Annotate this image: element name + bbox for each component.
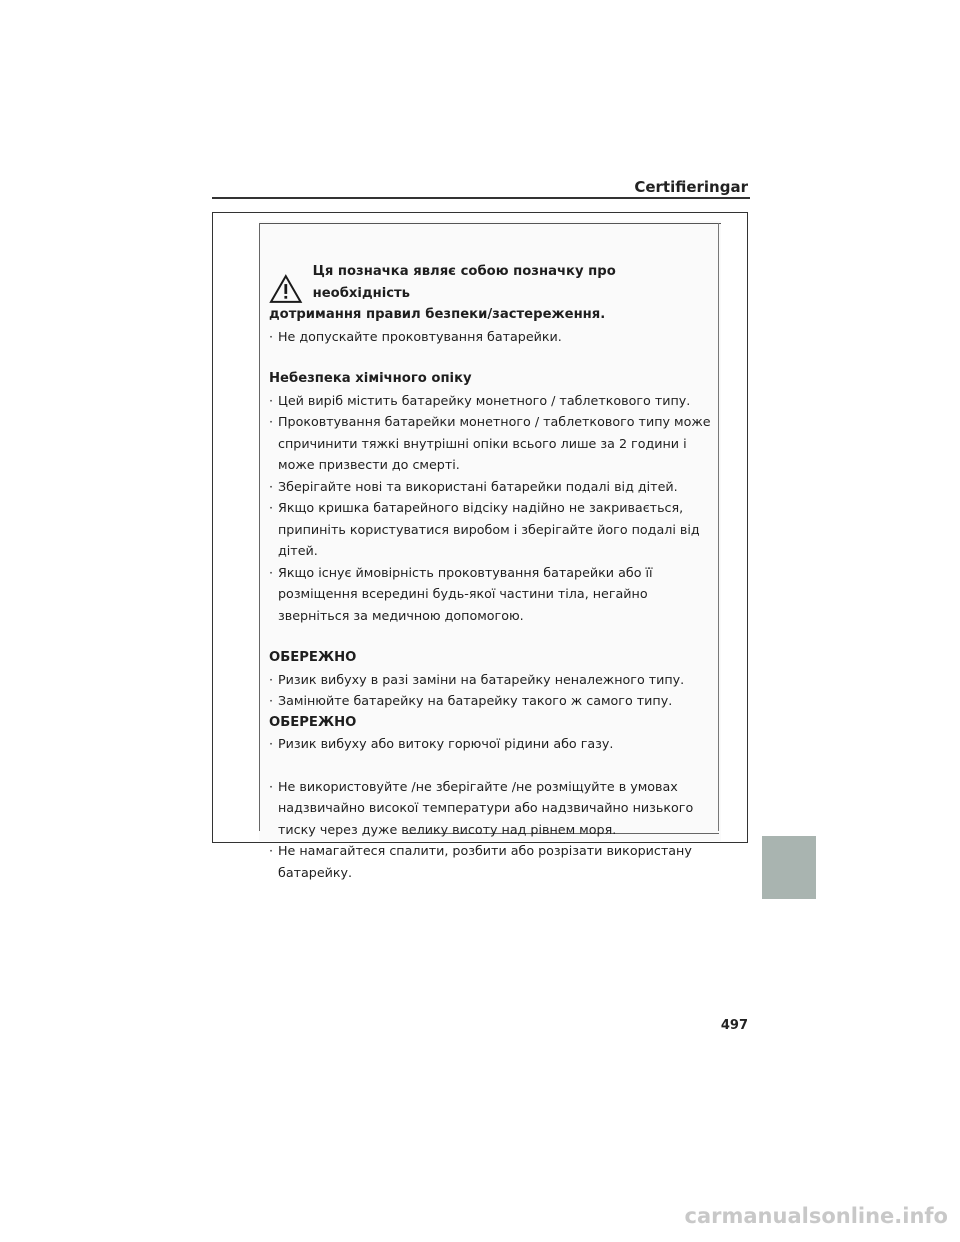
warning-triangle-icon <box>269 274 303 304</box>
section1-item-text: Зберігайте нові та використані батарейки подалі від дітей. <box>278 478 678 494</box>
section1-item <box>269 390 713 412</box>
warning-item <box>269 326 713 348</box>
scan-border-left <box>259 223 260 831</box>
watermark: carmanualsonline.info <box>684 1204 948 1228</box>
scan-border-right <box>718 223 719 831</box>
section2-item <box>269 669 713 691</box>
section1-item-text: Проковтування батарейки монетного / таблеткового типу може спричинити тяжкі внутрішні опіки всього лише за 2 години і може призвести до смерті. <box>278 414 711 472</box>
bullet: · <box>269 414 274 429</box>
page-number: 497 <box>720 1018 748 1033</box>
warning-heading-line1: Ця позначка являє собою позначку про необхідність <box>312 264 616 301</box>
bullet: · <box>269 500 274 515</box>
warning-item-text: Не допускайте проковтування батарейки. <box>278 328 562 344</box>
bullet: · <box>269 843 274 858</box>
section1-title: Небезпека хімічного опіку <box>269 371 472 386</box>
warning-heading <box>269 261 713 304</box>
section4-item <box>269 776 713 841</box>
section1-item-text: Якщо існує ймовірність проковтування батарейки або її розміщення всередині будь-якої частини тіла, негайно зверніться за медичною допомогою. <box>278 564 653 623</box>
bullet: · <box>269 564 274 580</box>
warning-heading-line2: дотримання правил безпеки/застереження. <box>269 307 606 322</box>
bullet: · <box>269 328 274 344</box>
bullet: · <box>269 693 274 708</box>
section4-item-text: Не використовуйте /не зберігайте /не розміщуйте в умовах надзвичайно високої температури або надзвичайно низького тиску через дуже велику висоту над рівнем моря. <box>278 778 694 837</box>
section1-item <box>269 476 713 498</box>
section4-item-text: Не намагайтеся спалити, розбити або розрізати використану батарейку. <box>278 843 692 880</box>
header-rule <box>212 197 750 199</box>
side-tab <box>762 836 816 899</box>
section2-title: ОБЕРЕЖНО <box>269 650 357 665</box>
section4-item <box>269 840 713 883</box>
scan-border-top <box>259 223 721 224</box>
section1-item-text: Якщо кришка батарейного відсіку надійно не закривається, припиніть користуватися виробом і зберігайте його подалі від дітей. <box>278 500 700 558</box>
section2-item <box>269 690 713 712</box>
section1-item-text: Цей виріб містить батарейку монетного / таблеткового типу. <box>278 392 691 408</box>
bullet: · <box>269 671 274 687</box>
bullet: · <box>269 478 274 494</box>
section1-item <box>269 411 713 476</box>
section1-item <box>269 497 713 562</box>
bullet: · <box>269 778 274 794</box>
bullet: · <box>269 392 274 408</box>
section3-item-text: Ризик вибуху або витоку горючої рідини або газу. <box>278 736 614 751</box>
bullet: · <box>269 736 274 751</box>
section2-item-text: Ризик вибуху в разі заміни на батарейку неналежного типу. <box>278 671 685 687</box>
notice-frame <box>212 212 748 880</box>
section2-item-text: Замінюйте батарейку на батарейку такого ж самого типу. <box>278 693 673 708</box>
section1-item <box>269 562 713 627</box>
section3-item <box>269 733 713 755</box>
section3-title: ОБЕРЕЖНО <box>269 714 357 730</box>
header-title: Certifieringar <box>634 178 748 196</box>
notice-content <box>269 261 713 883</box>
